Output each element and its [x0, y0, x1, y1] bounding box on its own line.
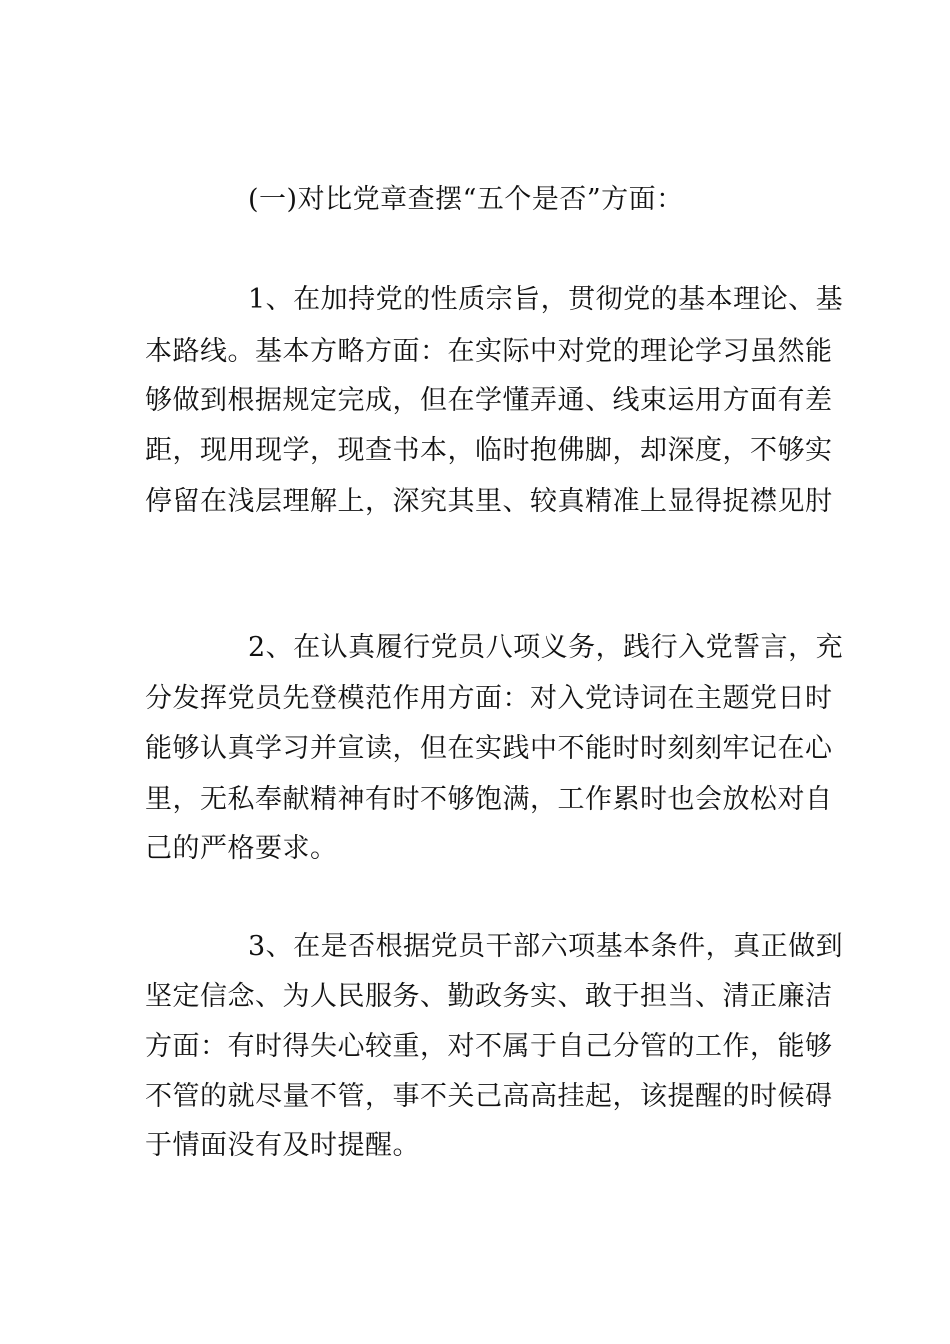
paragraph-line: 1、在加持党的性质宗旨，贯彻党的基本理论、基 [248, 284, 844, 315]
paragraph-line: 方面：有时得失心较重，对不属于自己分管的工作，能够 [145, 1031, 833, 1062]
paragraph-line: 本路线。基本方略方面：在实际中对党的理论学习虽然能 [145, 336, 833, 367]
section-heading: (一)对比党章查摆“五个是否”方面： [248, 184, 684, 215]
paragraph-line: 坚定信念、为人民服务、勤政务实、敢于担当、清正廉洁 [145, 981, 833, 1012]
paragraph-line: 己的严格要求。 [145, 833, 338, 864]
paragraph-line: 够做到根据规定完成，但在学懂弄通、线束运用方面有差 [145, 385, 833, 416]
paragraph-line: 距，现用现学，现查书本，临时抱佛脚，却深度，不够实 [145, 435, 833, 466]
paragraph-line: 3、在是否根据党员干部六项基本条件，真正做到 [248, 931, 844, 962]
paragraph-line: 于情面没有及时提醒。 [145, 1130, 420, 1161]
paragraph-line: 停留在浅层理解上，深究其里、较真精准上显得捉襟见肘 [145, 486, 833, 517]
paragraph-line: 里，无私奉献精神有时不够饱满，工作累时也会放松对自 [145, 784, 833, 815]
paragraph-line: 2、在认真履行党员八项义务，践行入党誓言，充 [248, 632, 844, 663]
paragraph-line: 能够认真学习并宣读，但在实践中不能时时刻刻牢记在心 [145, 733, 833, 764]
paragraph-line: 分发挥党员先登模范作用方面：对入党诗词在主题党日时 [145, 683, 833, 714]
paragraph-line: 不管的就尽量不管，事不关己高高挂起，该提醒的时候碍 [145, 1081, 833, 1112]
